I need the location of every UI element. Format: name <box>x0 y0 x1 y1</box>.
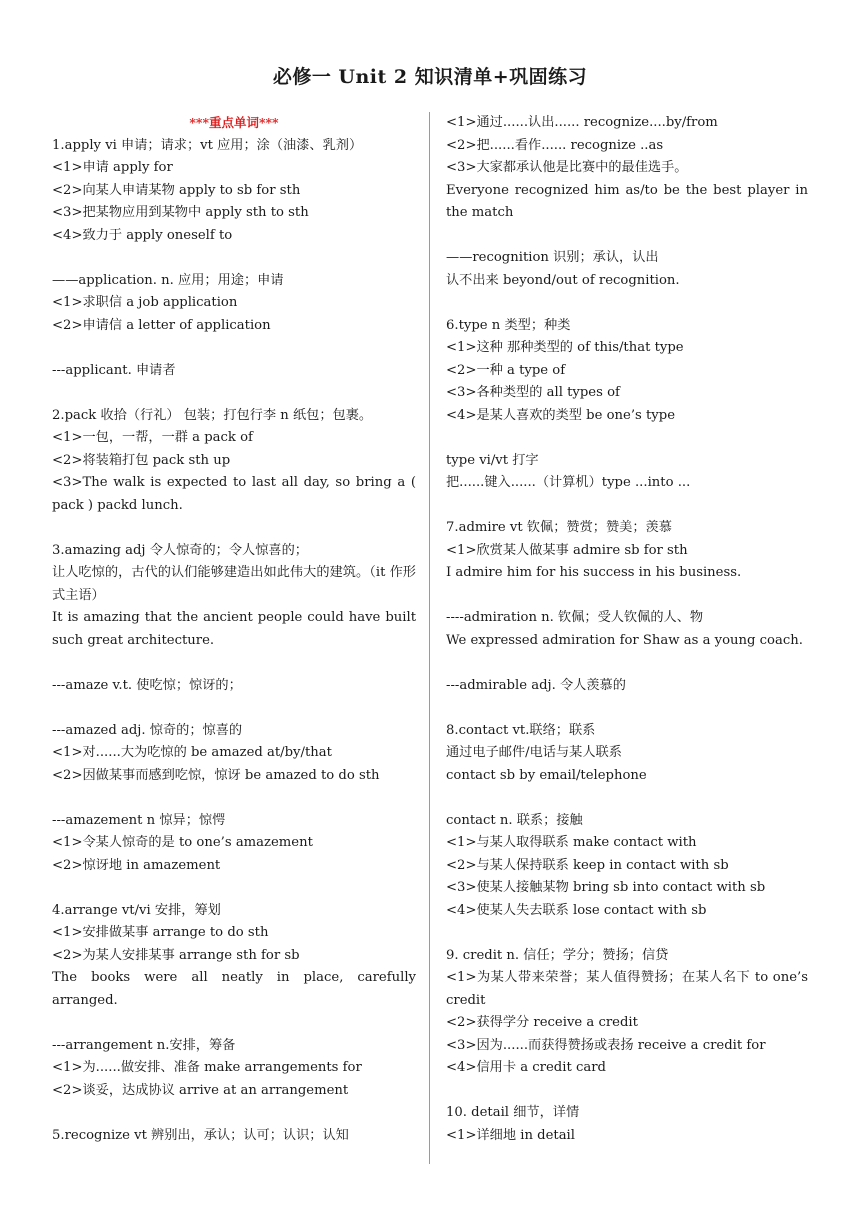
phrase-item: <3>因为......而获得赞扬或表扬 receive a credit for <box>446 1037 766 1053</box>
text-line: 把......键入......（计算机）type ...into ... <box>446 475 691 490</box>
phrase-item: <2>惊讶地 in amazement <box>52 857 221 873</box>
text-line: Everyone recognized him as/to be the best player in the match <box>446 182 808 220</box>
phrase-item: <4>使某人失去联系 lose contact with sb <box>446 902 707 918</box>
vocab-entry-heading: 7.admire vt 钦佩；赞赏；赞美；羡慕 <box>446 520 672 535</box>
page-title: 必修一 Unit 2 知识清单+巩固练习 <box>272 66 588 88</box>
blank-line <box>52 1102 416 1125</box>
phrase-item: <1>详细地 in detail <box>446 1127 575 1143</box>
phrase-item: <2>因做某事而感到吃惊，惊讶 be amazed to do sth <box>52 767 380 783</box>
vocab-entry-heading: 4.arrange vt/vi 安排，筹划 <box>52 902 221 918</box>
text-line: contact sb by email/telephone <box>446 767 647 783</box>
vocab-entry-heading: 10. detail 细节，详情 <box>446 1105 580 1120</box>
phrase-item: <3>把某物应用到某物中 apply sth to sth <box>52 205 309 220</box>
text-line: The books were all neatly in place, carefully arranged. <box>52 970 416 1008</box>
phrase-item: <1>欣赏某人做某事 admire sb for sth <box>446 542 688 558</box>
text-line: We expressed admiration for Shaw as a young coach. <box>446 632 803 648</box>
blank-line <box>446 292 808 315</box>
vocab-entry-heading: 9. credit n. 信任；学分；赞扬；信贷 <box>446 947 669 963</box>
text-line: contact n. 联系；接触 <box>446 812 583 828</box>
vocab-entry-heading: 3.amazing adj 令人惊奇的；令人惊喜的； <box>52 542 308 558</box>
phrase-item: <1>求职信 a job application <box>52 295 238 310</box>
phrase-item: <1>安排做某事 arrange to do sth <box>52 925 269 940</box>
blank-line <box>446 427 808 450</box>
blank-line <box>446 1080 808 1103</box>
phrase-item: <1>这种 那种类型的 of this/that type <box>446 340 684 355</box>
phrase-item: <3>The walk is expected to last all day, so bring a ( pack ) packd lunch. <box>52 475 416 513</box>
phrase-item: <1>为某人带来荣誉；某人值得赞扬；在某人名下 to one’s credit <box>446 970 808 1008</box>
phrase-item: <3>大家都承认他是比赛中的最佳选手。 <box>446 160 688 175</box>
blank-line <box>446 787 808 810</box>
derivative-word: ---amazement n 惊异；惊愕 <box>52 812 226 828</box>
derivative-word: ---arrangement n.安排，筹备 <box>52 1037 236 1053</box>
text-line: 让人吃惊的，古代的认们能够建造出如此伟大的建筑。（it 作形式主语） <box>52 565 416 603</box>
derivative-word: ---applicant. 申请者 <box>52 362 176 378</box>
phrase-item: <2>获得学分 receive a credit <box>446 1015 638 1030</box>
text-line: 认不出来 beyond/out of recognition. <box>446 272 680 288</box>
phrase-item: <1>对......大为吃惊的 be amazed at/by/that <box>52 745 332 760</box>
phrase-item: <4>致力于 apply oneself to <box>52 227 233 243</box>
blank-line <box>446 495 808 518</box>
blank-line <box>52 787 416 810</box>
phrase-item: <4>是某人喜欢的类型 be one’s type <box>446 407 676 423</box>
phrase-item: <1>一包，一帮，一群 a pack of <box>52 430 253 445</box>
phrase-item: <1>令某人惊奇的是 to one’s amazement <box>52 835 313 850</box>
section-heading: ***重点单词*** <box>189 115 279 130</box>
blank-line <box>446 697 808 720</box>
text-line: It is amazing that the ancient people could have built such great architecture. <box>52 610 416 648</box>
vocab-entry-heading: 6.type n 类型；种类 <box>446 317 571 333</box>
vocab-entry-heading: 1.apply vi 申请；请求；vt 应用；涂（油漆、乳剂） <box>52 137 363 153</box>
blank-line <box>446 225 808 248</box>
blank-line <box>52 652 416 675</box>
vocab-entry-heading: 8.contact vt.联络；联系 <box>446 722 596 738</box>
text-line: type vi/vt 打字 <box>446 452 539 468</box>
phrase-item: <2>与某人保持联系 keep in contact with sb <box>446 857 729 873</box>
derivative-word: ---admirable adj. 令人羡慕的 <box>446 677 626 693</box>
right-column <box>446 112 808 1147</box>
text-line: ——application. n. 应用；用途；申请 <box>52 272 284 288</box>
phrase-item: <1>申请 apply for <box>52 160 173 175</box>
phrase-item: <3>使某人接触某物 bring sb into contact with sb <box>446 880 766 895</box>
vocab-entry-heading: 2.pack 收拾（行礼） 包装；打包行李 n 纸包；包裹。 <box>52 407 373 423</box>
phrase-item: <1>为......做安排、准备 make arrangements for <box>52 1060 362 1075</box>
blank-line <box>52 337 416 360</box>
blank-line <box>446 652 808 675</box>
phrase-item: <2>把......看作...... recognize ..as <box>446 137 664 153</box>
derivative-word: ----admiration n. 钦佩；受人钦佩的人、物 <box>446 610 704 625</box>
derivative-word: ---amazed adj. 惊奇的；惊喜的 <box>52 722 243 738</box>
phrase-item: <2>为某人安排某事 arrange sth for sb <box>52 947 300 963</box>
phrase-item: <3>各种类型的 all types of <box>446 385 620 400</box>
text-line: I admire him for his success in his business. <box>446 565 742 580</box>
blank-line <box>52 877 416 900</box>
phrase-item: <1>与某人取得联系 make contact with <box>446 835 697 850</box>
phrase-item: <2>一种 a type of <box>446 362 566 378</box>
text-line: 通过电子邮件/电话与某人联系 <box>446 745 622 760</box>
text-line: ——recognition 识别；承认，认出 <box>446 250 659 265</box>
column-divider <box>429 112 430 1164</box>
blank-line <box>52 247 416 270</box>
blank-line <box>52 382 416 405</box>
phrase-item: <2>向某人申请某物 apply to sb for sth <box>52 182 301 198</box>
blank-line <box>52 697 416 720</box>
blank-line <box>446 922 808 945</box>
phrase-item: <2>谈妥，达成协议 arrive at an arrangement <box>52 1082 349 1098</box>
phrase-item: <1>通过......认出...... recognize....by/from <box>446 115 718 130</box>
blank-line <box>52 517 416 540</box>
left-column <box>52 112 416 1147</box>
derivative-word: ---amaze v.t. 使吃惊；惊讶的； <box>52 677 242 693</box>
phrase-item: <4>信用卡 a credit card <box>446 1060 606 1075</box>
vocab-entry-heading: 5.recognize vt 辨别出，承认；认可；认识；认知 <box>52 1127 349 1143</box>
blank-line <box>52 1012 416 1035</box>
blank-line <box>446 585 808 608</box>
phrase-item: <2>将装箱打包 pack sth up <box>52 452 231 468</box>
phrase-item: <2>申请信 a letter of application <box>52 317 271 333</box>
